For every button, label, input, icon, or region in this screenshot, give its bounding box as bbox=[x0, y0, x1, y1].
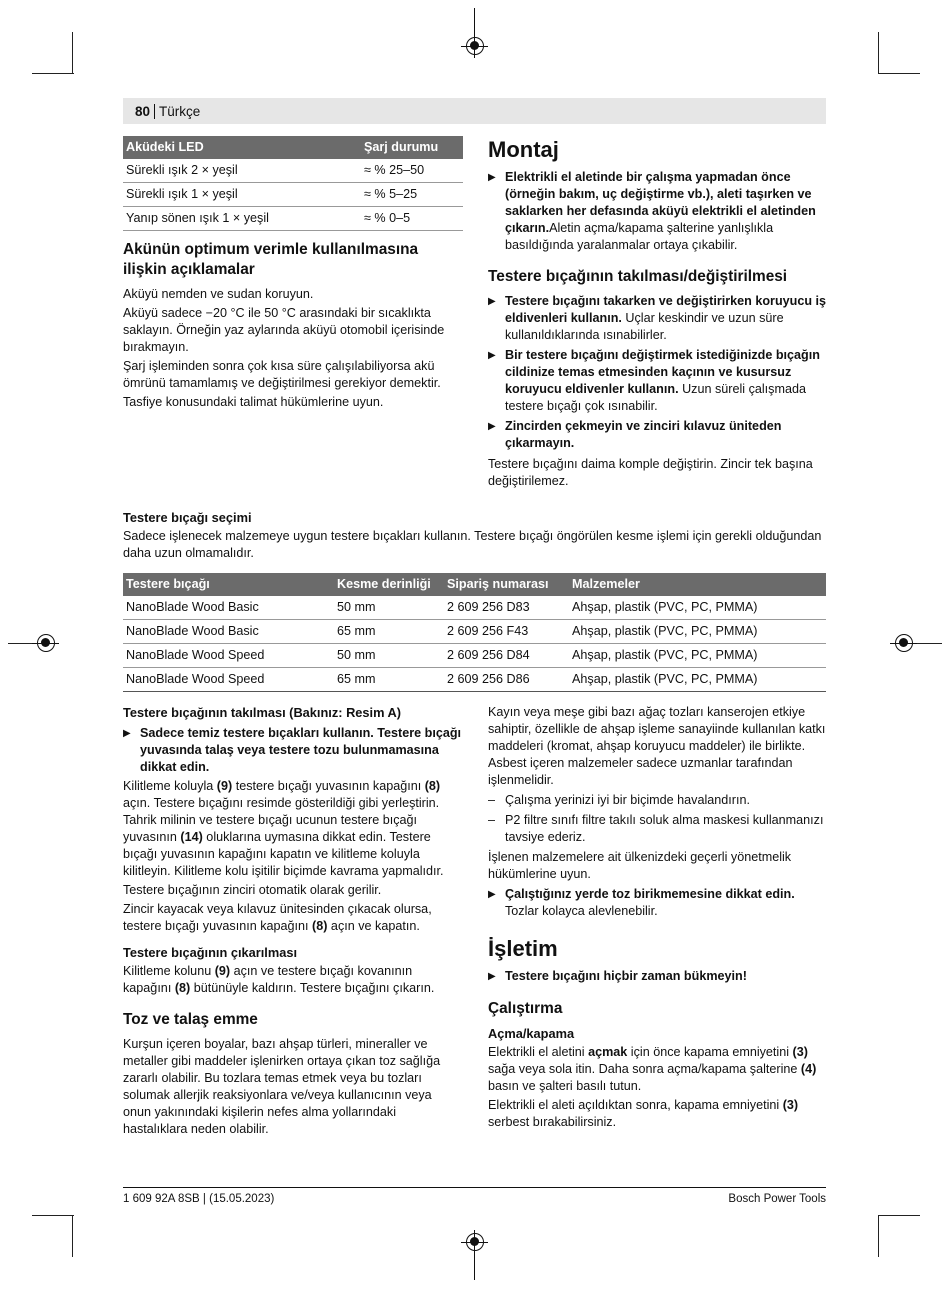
battery-section bbox=[123, 240, 463, 411]
warning-item bbox=[488, 347, 828, 415]
table-cell: Ahşap, plastik (PVC, PC, PMMA) bbox=[569, 644, 826, 668]
table-cell: 65 mm bbox=[334, 620, 444, 644]
subsection-title: Çalıştırma bbox=[488, 1000, 563, 1017]
table-cell: 2 609 256 F43 bbox=[444, 620, 569, 644]
table-cell: Ahşap, plastik (PVC, PC, PMMA) bbox=[569, 620, 826, 644]
crop-mark bbox=[878, 1215, 920, 1216]
paragraph: İşlenen malzemelere ait ülkenizdeki geçerli yönetmelik hükümlerine uyun. bbox=[488, 850, 792, 881]
warning-bold-text: Çalıştığınız yerde toz birikmemesine dikkat edin. bbox=[505, 887, 795, 901]
section-title: Toz ve talaş emme bbox=[123, 1011, 258, 1028]
table-cell: 2 609 256 D86 bbox=[444, 668, 569, 692]
table-row bbox=[123, 668, 826, 692]
text: için önce kapama emniyetini bbox=[627, 1045, 793, 1059]
ref-number: (8) bbox=[424, 779, 441, 793]
dust-continued bbox=[488, 704, 828, 1131]
warning-text: Uzun süreli çalışmada testere bıçağı çok ısınabilir. bbox=[505, 382, 806, 413]
table-cell: NanoBlade Wood Basic bbox=[123, 620, 334, 644]
section-title: Montaj bbox=[488, 137, 559, 162]
text: açın ve kapatın. bbox=[327, 919, 420, 933]
ref-number: (4) bbox=[800, 1062, 817, 1076]
crop-mark bbox=[32, 1215, 74, 1216]
bold-text: açmak bbox=[588, 1045, 628, 1059]
footer-brand: Bosch Power Tools bbox=[728, 1193, 826, 1205]
crop-mark bbox=[878, 32, 879, 74]
table-row bbox=[123, 644, 826, 668]
warning-bold-text: Testere bıçağını takarken ve değiştirirken koruyucu iş eldivenleri kullanın. bbox=[505, 294, 827, 325]
crop-mark bbox=[32, 73, 74, 74]
text: Zincir kayacak veya kılavuz ünitesinden çıkacak olursa, testere bıçağı yuvasının kapağını bbox=[123, 902, 432, 933]
registration-mark-icon bbox=[466, 37, 484, 55]
section-title: İşletim bbox=[488, 936, 558, 961]
blade-selection bbox=[123, 509, 826, 562]
table-header: Kesme derinliği bbox=[334, 573, 444, 596]
page-header-bar bbox=[123, 98, 826, 124]
warning-bold-text: Sadece temiz testere bıçakları kullanın. Testere bıçağı yuvasında talaş veya testere tozu bulunmamasına dikkat edin. bbox=[140, 726, 462, 774]
table-row bbox=[123, 183, 463, 207]
dash-item: – Çalışma yerinizi iyi bir biçimde havalandırın. bbox=[488, 792, 828, 809]
footer-divider bbox=[123, 1187, 826, 1188]
paragraph: Testere bıçağının zinciri otomatik olarak gerilir. bbox=[123, 883, 382, 897]
table-header: Şarj durumu bbox=[361, 136, 463, 159]
ref-number: (14) bbox=[180, 830, 203, 844]
table-row bbox=[123, 207, 463, 231]
table-cell: ≈ % 0–5 bbox=[361, 207, 463, 231]
table-cell: 65 mm bbox=[334, 668, 444, 692]
warning-text: Tozlar kolayca alevlenebilir. bbox=[505, 904, 658, 918]
table-cell: NanoBlade Wood Speed bbox=[123, 668, 334, 692]
subsection-title: Testere bıçağının takılması/değiştirilmesi bbox=[488, 268, 788, 285]
paragraph: Aküyü sadece −20 °C ile 50 °C arasındaki bir sıcaklıkta saklayın. Örneğin yaz aylarında aküyü otomobil içerisinde bırakmayın. bbox=[123, 306, 445, 354]
table-cell: 50 mm bbox=[334, 596, 444, 620]
table-cell: Yanıp sönen ışık 1 × yeşil bbox=[123, 207, 361, 231]
table-row bbox=[123, 620, 826, 644]
warning-bold-text: Elektrikli el aletinde bir çalışma yapmadan önce (örneğin bakım, uç değiştirme vb.), aleti taşırken ve saklarken her defasında aküyü elektrikli el aletinden çıkarın. bbox=[505, 170, 816, 235]
text: Kilitleme koluyla bbox=[123, 779, 217, 793]
paragraph: Kayın veya meşe gibi bazı ağaç tozları kanserojen etkiye sahiptir, özellikle de ahşap işleme sanayiinde kullanılan katkı maddeleri (kromat, ahşap koruyucu maddeler) ile birlikte. Asbest içeren malzemeler sadece uzmanlar tarafından işlenmelidir. bbox=[488, 705, 826, 787]
paragraph bbox=[123, 963, 463, 997]
paragraph: Şarj işleminden sonra çok kısa süre çalışılabiliyorsa akü ömrünü tamamlamış ve değiştirilmesi gerekiyor demektir. bbox=[123, 359, 441, 390]
text: sağa veya sola itin. Daha sonra açma/kapama şalterine bbox=[488, 1062, 801, 1076]
table-cell: ≈ % 5–25 bbox=[361, 183, 463, 207]
registration-mark-icon bbox=[37, 634, 55, 652]
warning-bold-text: Testere bıçağını hiçbir zaman bükmeyin! bbox=[505, 969, 747, 983]
warning-item bbox=[488, 886, 828, 920]
header-language: Türkçe bbox=[159, 104, 201, 119]
text: Elektrikli el aletini bbox=[488, 1045, 589, 1059]
warning-item bbox=[488, 293, 828, 344]
led-status-table bbox=[123, 136, 463, 231]
text: serbest bırakabilirsiniz. bbox=[488, 1115, 617, 1129]
ref-number: (8) bbox=[312, 919, 328, 933]
text: açın. Testere bıçağını resimde gösterildiği gibi yerleştirin. Tahrik milinin ve testere bıçağı ucunun testere bıçağı yuvasının bbox=[123, 796, 440, 844]
crop-mark bbox=[878, 73, 920, 74]
ref-number: (9) bbox=[214, 964, 231, 978]
subsection-title: Testere bıçağının çıkarılması bbox=[123, 945, 298, 960]
dash-item: – P2 filtre sınıfı filtre takılı soluk alma maskesi kullanmanızı tavsiye ederiz. bbox=[488, 812, 828, 846]
table-cell: Sürekli ışık 1 × yeşil bbox=[123, 183, 361, 207]
paragraph: Sadece işlenecek malzemeye uygun testere bıçakları kullanın. Testere bıçağı öngörülen kesme işlemi için gerekli olduğundan daha uzun olmamalıdır. bbox=[123, 529, 822, 560]
table-cell: Ahşap, plastik (PVC, PC, PMMA) bbox=[569, 596, 826, 620]
table-cell: NanoBlade Wood Basic bbox=[123, 596, 334, 620]
table-cell: 2 609 256 D83 bbox=[444, 596, 569, 620]
paragraph bbox=[123, 901, 463, 935]
table-cell: Sürekli ışık 2 × yeşil bbox=[123, 159, 361, 183]
warning-item bbox=[488, 169, 828, 254]
table-header: Sipariş numarası bbox=[444, 573, 569, 596]
warning-bold-text: Zincirden çekmeyin ve zinciri kılavuz üniteden çıkarmayın. bbox=[505, 419, 782, 450]
paragraph: Kurşun içeren boyalar, bazı ahşap türleri, mineraller ve metaller gibi maddeler işlenirken ortaya çıkan toz sağlığa zararlı olabilir. Bu tozlara temas etmek veya bu tozları solumak allerjik reaksiyonlara ve/veya kullanıcının veya onun yakınındaki kişilerin nefes alma yollarındaki hastalıklara neden olabilir. bbox=[123, 1037, 441, 1136]
paragraph bbox=[488, 1044, 828, 1095]
montaj-section bbox=[488, 137, 828, 490]
subsection-title: Testere bıçağı seçimi bbox=[123, 510, 252, 525]
table-header: Aküdeki LED bbox=[123, 136, 361, 159]
paragraph: Tasfiye konusundaki talimat hükümlerine uyun. bbox=[123, 395, 384, 409]
subsection-title: Açma/kapama bbox=[488, 1026, 575, 1041]
registration-mark-icon bbox=[895, 634, 913, 652]
warning-item bbox=[123, 725, 463, 776]
page-header bbox=[135, 103, 200, 120]
table-header: Testere bıçağı bbox=[123, 573, 334, 596]
page-number: 80 bbox=[135, 104, 151, 119]
text: testere bıçağı yuvasının kapağını bbox=[232, 779, 425, 793]
subsection-title: Testere bıçağının takılması (Bakınız: Resim A) bbox=[123, 705, 402, 720]
crop-mark bbox=[878, 1215, 879, 1257]
table-row bbox=[123, 159, 463, 183]
table-row bbox=[123, 596, 826, 620]
paragraph bbox=[123, 778, 463, 880]
table-cell: 2 609 256 D84 bbox=[444, 644, 569, 668]
crop-mark bbox=[72, 32, 73, 74]
blade-install-section bbox=[123, 704, 463, 1138]
ref-number: (8) bbox=[174, 981, 191, 995]
text: oluklarına uymasına dikkat edin. Testere bıçağı yuvasının kapağını kapatın ve kilitleme koluyla kilitleyin. Kilitleme kolu işitilir biçimde kavrama yapmalıdır. bbox=[123, 830, 444, 878]
warning-text: Uçlar keskindir ve uzun süre kullanıldıklarında ısınabilirler. bbox=[505, 311, 784, 342]
table-cell: ≈ % 25–50 bbox=[361, 159, 463, 183]
crop-mark bbox=[72, 1215, 73, 1257]
blade-table bbox=[123, 573, 826, 692]
table-cell: NanoBlade Wood Speed bbox=[123, 644, 334, 668]
text: Elektrikli el aleti açıldıktan sonra, kapama emniyetini bbox=[488, 1098, 783, 1112]
ref-number: (3) bbox=[792, 1045, 808, 1059]
ref-number: (3) bbox=[782, 1098, 799, 1112]
text: basın ve şalteri basılı tutun. bbox=[488, 1079, 642, 1093]
footer-doc-id: 1 609 92A 8SB | (15.05.2023) bbox=[123, 1193, 275, 1205]
registration-mark-icon bbox=[466, 1233, 484, 1251]
paragraph: Testere bıçağını daima komple değiştirin. Zincir tek başına değiştirilemez. bbox=[488, 457, 813, 488]
section-title: Akünün optimum verimle kullanılmasına ilişkin açıklamalar bbox=[123, 241, 419, 278]
paragraph bbox=[488, 1097, 828, 1131]
text: Kilitleme kolunu bbox=[123, 964, 215, 978]
ref-number: (9) bbox=[216, 779, 233, 793]
table-cell: Ahşap, plastik (PVC, PC, PMMA) bbox=[569, 668, 826, 692]
warning-bold-text: Bir testere bıçağını değiştirmek istediğinizde bıçağın cildinize temas etmesinden kaçının ve kusursuz koruyucu eldivenler kullanın. bbox=[505, 348, 820, 396]
warning-item bbox=[488, 418, 828, 452]
table-header: Malzemeler bbox=[569, 573, 826, 596]
text: bütünüyle kaldırın. Testere bıçağını çıkarın. bbox=[190, 981, 435, 995]
paragraph: Aküyü nemden ve sudan koruyun. bbox=[123, 287, 314, 301]
warning-item bbox=[488, 968, 828, 985]
text: açın ve testere bıçağı kovanının kapağını bbox=[123, 964, 413, 995]
warning-text: Aletin açma/kapama şalterine yanlışlıkla basıldığında yaralanmalar ortaya çıkabilir. bbox=[505, 221, 774, 252]
table-cell: 50 mm bbox=[334, 644, 444, 668]
